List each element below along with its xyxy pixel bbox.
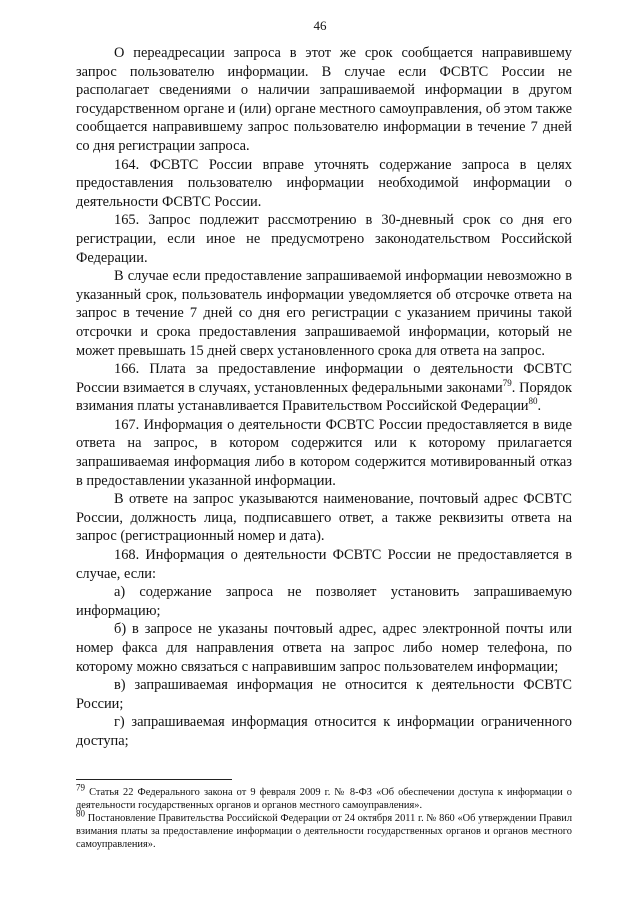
footnote-divider bbox=[76, 779, 232, 780]
footnote-79-text: Статья 22 Федерального закона от 9 февраля 2009 г. № 8-ФЗ «Об обеспечении доступа к информации о деятельности государственных органов и органов местного самоуправления». bbox=[76, 787, 572, 811]
page-number: 46 bbox=[313, 18, 327, 33]
paragraph-answer-details: В ответе на запрос указываются наименование, почтовый адрес ФСВТС России, должность лица, подписавшего ответ, а также реквизиты ответа на запрос (регистрационный номер и дата). bbox=[76, 491, 572, 545]
footnote-ref-79: 79 bbox=[502, 377, 512, 388]
paragraph-168: 168. Информация о деятельности ФСВТС России не предоставляется в случае, если: bbox=[76, 547, 572, 582]
footnote-80-text: Постановление Правительства Российской Федерации от 24 октября 2011 г. № 860 «Об утверждении Правил взимания платы за предоставление информации о деятельности государственных органов и органов местного самоуправления». bbox=[76, 813, 572, 850]
paragraph-redirect-notice: О переадресации запроса в этот же срок сообщается направившему запрос пользователю информации. В случае если ФСВТС России не располагает сведениями о наличии запрашиваемой информации в другом государственном органе и (или) органе местного самоуправления, об этом также сообщается направившему запрос пользователю информации в течение 7 дней со дня регистрации запроса. bbox=[76, 45, 572, 154]
footnote-79 bbox=[76, 782, 572, 812]
footnotes bbox=[76, 782, 572, 851]
list-item-v: в) запрашиваемая информация не относится к деятельности ФСВТС России; bbox=[76, 677, 572, 712]
footnote-80-number: 80 bbox=[76, 808, 85, 819]
footnote-ref-80: 80 bbox=[528, 396, 538, 407]
paragraph-166-part3: . bbox=[537, 398, 542, 415]
list-item-a: а) содержание запроса не позволяет установить запрашиваемую информацию; bbox=[76, 584, 572, 619]
list-item-b: б) в запросе не указаны почтовый адрес, адрес электронной почты или номер факса для направления ответа на запрос либо номер телефона, по которому можно связаться с направившим запрос пользователем информации; bbox=[76, 621, 572, 675]
body-text bbox=[76, 44, 572, 751]
footnote-79-number: 79 bbox=[76, 782, 85, 793]
paragraph-deferral: В случае если предоставление запрашиваемой информации невозможно в указанный срок, пользователь информации уведомляется об отсрочке ответа на запрос в течение 7 дней со дня его регистрации с указанием причины такой отсрочки и срока предоставления запрашиваемой информации, который не может превышать 15 дней сверх установленного срока для ответа на запрос. bbox=[76, 268, 572, 359]
paragraph-165: 165. Запрос подлежит рассмотрению в 30-дневный срок со дня его регистрации, если иное не предусмотрено законодательством Российской Федерации. bbox=[76, 212, 572, 266]
paragraph-164: 164. ФСВТС России вправе уточнять содержание запроса в целях предоставления пользователю информации необходимой информации о деятельности ФСВТС России. bbox=[76, 156, 572, 210]
list-item-g: г) запрашиваемая информация относится к информации ограниченного доступа; bbox=[76, 714, 572, 749]
paragraph-167: 167. Информация о деятельности ФСВТС России предоставляется в виде ответа на запрос, в котором содержится или к которому прилагается запрашиваемая информация либо в котором содержится мотивированный отказ в предоставлении указанной информации. bbox=[76, 416, 572, 489]
paragraph-166 bbox=[76, 360, 572, 416]
paragraph-166-part1: 166. Плата за предоставление информации о деятельности ФСВТС России взимается в случаях, установленных федеральными законами bbox=[76, 361, 572, 396]
footnote-80 bbox=[76, 808, 572, 851]
paragraph-166-part2: . Порядок взимания платы устанавливается Правительством Российской Федерации bbox=[76, 379, 572, 415]
